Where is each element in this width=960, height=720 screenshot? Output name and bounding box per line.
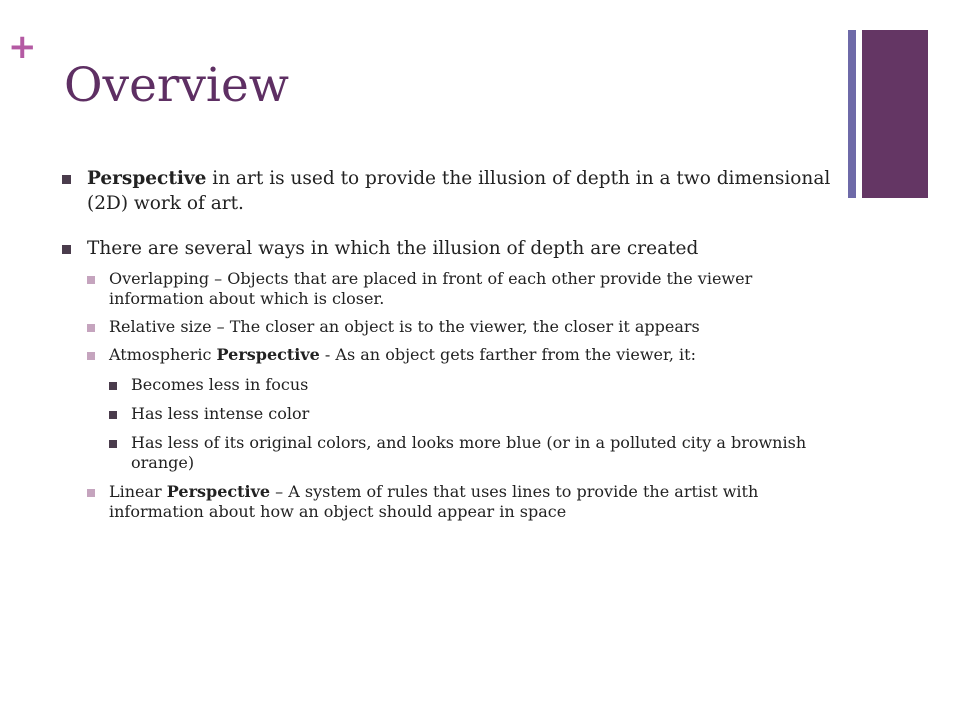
slide-body [62,166,842,530]
bullet-text-pre: Linear [109,482,167,501]
subbullet-overlapping [87,269,842,309]
bold-term: Perspective [87,168,207,189]
bullet-text: – A system of rules that uses lines to provide the artist with information about how an object should appear in space [109,482,759,521]
bullet-text: Relative size – The closer an object is to the viewer, the closer it appears [109,317,700,336]
square-bullet-icon [62,245,71,254]
square-bullet-icon [109,411,117,419]
decorative-bar-thin [848,30,856,198]
bullet-text: Becomes less in focus [131,375,309,394]
subbullet-relative-size [87,317,842,337]
square-bullet-icon [87,324,95,332]
decorative-bar-wide [862,30,928,198]
square-bullet-icon [109,382,117,390]
bullet-text-pre: Atmospheric [109,345,217,364]
square-bullet-icon [62,175,71,184]
square-bullet-icon [87,489,95,497]
bullet-text: Has less intense color [131,404,310,423]
subsubbullet-less-intense-color [109,404,842,424]
subsubbullet-more-blue [109,433,842,473]
square-bullet-icon [87,276,95,284]
bullet-text: in art is used to provide the illusion of depth in a two dimensional (2D) work of art. [87,168,831,214]
subbullet-atmospheric-perspective [87,345,842,365]
subbullet-linear-perspective [87,482,842,522]
bold-term: Perspective [166,482,271,501]
bullet-perspective-definition [62,166,842,216]
bullet-ways-of-depth [62,236,842,261]
bullet-text: Has less of its original colors, and looks more blue (or in a polluted city a brownish orange) [131,433,807,472]
square-bullet-icon [109,440,117,448]
bold-term: Perspective [216,345,320,364]
bullet-text: There are several ways in which the illusion of depth are created [87,238,699,259]
subsubbullet-less-focus [109,375,842,395]
slide-title: Overview [64,58,289,113]
plus-icon: + [8,27,37,67]
square-bullet-icon [87,352,95,360]
bullet-text: Overlapping – Objects that are placed in front of each other provide the viewer information about which is closer. [109,269,753,308]
bullet-text: - As an object gets farther from the viewer, it: [319,345,696,364]
